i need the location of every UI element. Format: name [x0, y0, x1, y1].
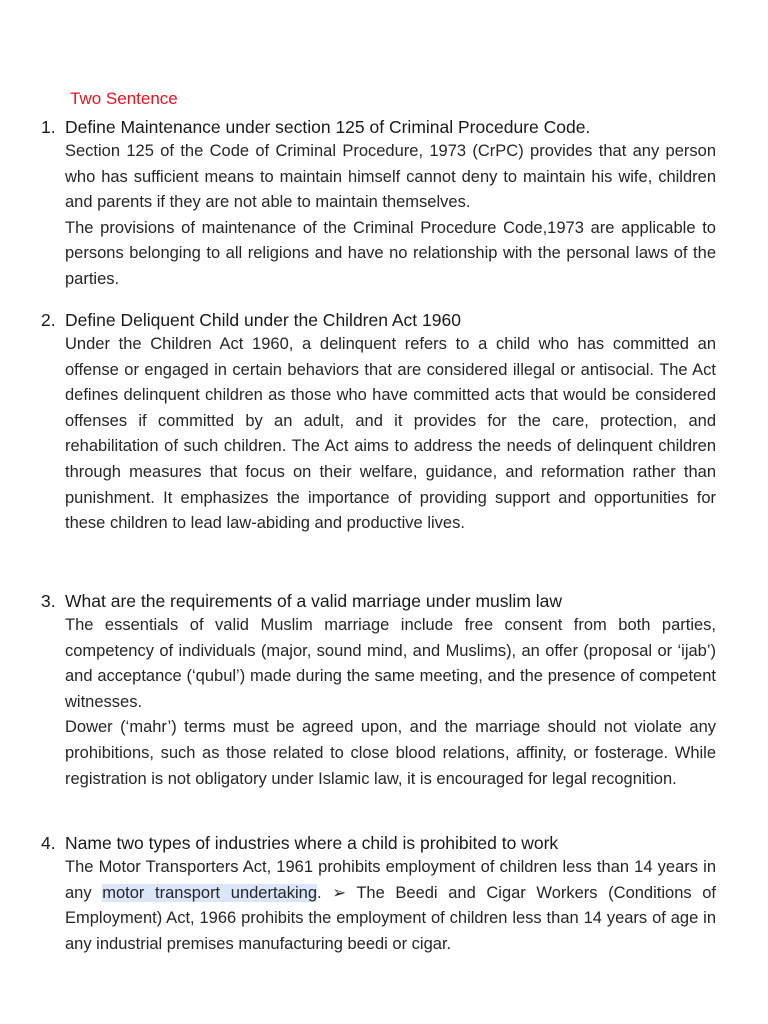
question-number: 2. [41, 310, 56, 330]
section-heading: Two Sentence [70, 89, 178, 108]
answer-paragraph: The essentials of valid Muslim marriage include free consent from both parties, competency of individuals (major, sound mind, and Muslims), an offer (proposal or ‘ijab’) and acceptance (‘qubul’) made during the same meeting, and the presence of competent witnesses. [65, 616, 716, 711]
answer-paragraph: The provisions of maintenance of the Criminal Procedure Code,1973 are applicable to persons belonging to all religions and have no relationship with the personal laws of the parties. [65, 218, 716, 288]
question-title [41, 115, 716, 139]
answer-text: . ➢ The Beedi and Cigar Workers (Conditions of Employment) Act, 1966 prohibits the employment of children less than 14 years of age in any industrial premises manufacturing beedi or cigar. [65, 883, 716, 953]
question-title [41, 308, 716, 332]
answer [65, 139, 716, 293]
question-number: 4. [41, 833, 56, 853]
question-text: Name two types of industries where a child is prohibited to work [65, 833, 559, 853]
question-number: 1. [41, 117, 56, 137]
question-text: What are the requirements of a valid marriage under muslim law [65, 591, 563, 611]
answer-paragraph [65, 855, 716, 957]
highlighted-text[interactable]: motor transport undertaking [102, 883, 317, 902]
answer-paragraph: Dower (‘mahr’) terms must be agreed upon, and the marriage should not violate any prohibitions, such as those related to close blood relations, affinity, or fosterage. While registration is not obligatory under Islamic law, it is encouraged for legal recognition. [65, 718, 716, 788]
question-text: Define Maintenance under section 125 of Criminal Procedure Code. [65, 117, 591, 137]
question-2 [41, 308, 716, 537]
answer [65, 613, 716, 792]
question-text: Define Deliquent Child under the Children Act 1960 [65, 310, 461, 330]
answer [65, 855, 716, 957]
question-title [41, 589, 716, 613]
answer [65, 332, 716, 537]
question-number: 3. [41, 591, 56, 611]
question-3 [41, 589, 716, 792]
answer-text: The Motor Transporters Act, 1961 prohibits employment of children less than 14 years in any [65, 858, 716, 902]
question-title [41, 831, 716, 855]
question-4 [41, 831, 716, 957]
answer-paragraph: Under the Children Act 1960, a delinquent refers to a child who has committed an offense or engaged in certain behaviors that are considered illegal or antisocial. The Act defines delinquent children as those who have committed acts that would be considered offenses if committed by an adult, and it provides for the care, protection, and rehabilitation of such children. The Act aims to address the needs of delinquent children through measures that focus on their welfare, guidance, and reformation rather than punishment. It emphasizes the importance of providing support and opportunities for these children to lead law-abiding and productive lives. [65, 335, 716, 533]
question-1 [41, 115, 716, 293]
answer-paragraph: Section 125 of the Code of Criminal Procedure, 1973 (CrPC) provides that any person who has sufficient means to maintain himself cannot deny to maintain his wife, children and parents if they are not able to maintain themselves. [65, 142, 716, 212]
